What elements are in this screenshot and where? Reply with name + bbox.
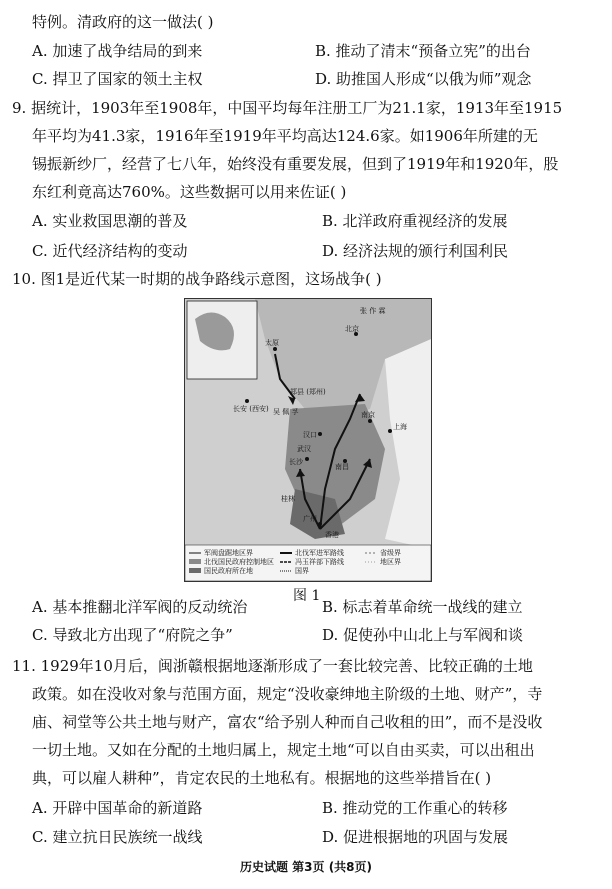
q11-stem-line-3: 庙、祠堂等公共土地与财产，富农“给予别人种而自己收租的田”，而不是没收: [32, 713, 543, 731]
q10-stem: 10. 图1是近代某一时期的战争路线示意图，这场战争( ): [12, 270, 382, 288]
q8-stem-tail: 特例。清政府的这一做法( ): [32, 13, 214, 31]
q9-stem-line-1: 9. 据统计，1903年至1908年，中国平均每年注册工厂为21.1家，1913年至1915: [12, 99, 563, 117]
q11-option-a[interactable]: A. 开辟中国革命的新道路: [32, 799, 203, 817]
legend-item: 国界: [295, 567, 309, 575]
q11-stem-line-1: 11. 1929年10月后，闽浙赣根据地逐渐形成了一套比较完善、比较正确的土地: [12, 657, 533, 675]
map-label-wu: 吴 佩 孚: [273, 408, 299, 416]
q10-option-b[interactable]: B. 标志着革命统一战线的建立: [322, 598, 523, 616]
q8-option-d[interactable]: D. 助推国人形成“以俄为师”观念: [315, 70, 532, 88]
map-label-wuhan: 武汉: [297, 445, 311, 453]
q11-option-d[interactable]: D. 促进根据地的巩固与发展: [322, 828, 509, 846]
q11-option-b[interactable]: B. 推动党的工作重心的转移: [322, 799, 508, 817]
map-label-xian: 长安 (西安): [233, 405, 269, 413]
map-label-changsha: 长沙: [289, 458, 303, 466]
legend-item: 冯玉祥部下路线: [295, 558, 344, 566]
map-label-shanghai: 上海: [393, 423, 407, 431]
legend-item: 地区界: [380, 558, 401, 566]
map-label-guilin: 桂林: [281, 495, 295, 503]
map-label-guangzhou: 广州: [303, 515, 317, 523]
q10-option-d[interactable]: D. 促使孙中山北上与军阀和谈: [322, 626, 524, 644]
q11-stem-line-2: 政策。如在没收对象与范围方面，规定“没收豪绅地主阶级的土地、财产”，寺: [32, 685, 543, 703]
page-footer: 历史试题 第3页 (共8页): [239, 860, 373, 874]
map-label-zhengzhou: 郑县 (郑州): [290, 388, 326, 396]
q9-stem-line-3: 锡振新纱厂，经营了七八年，始终没有重要发展，但到了1919年和1920年，股: [32, 155, 559, 173]
map-label-taiyuan: 太原: [265, 339, 279, 347]
q11-stem-line-4: 一切土地。又如在分配的土地归属上，规定土地“可以自由买卖，可以出租出: [32, 741, 535, 759]
q9-stem-line-2: 年平均为41.3家，1916年至1919年平均高达124.6家。如1906年所建的无: [32, 127, 538, 145]
map-label-beijing: 北京: [345, 325, 359, 333]
q11-stem-line-5: 典，可以雇人耕种”，肯定农民的土地私有。根据地的这些举措旨在( ): [32, 769, 492, 787]
q9-option-b[interactable]: B. 北洋政府重视经济的发展: [322, 212, 508, 230]
q10-option-c[interactable]: C. 导致北方出现了“府院之争”: [32, 626, 233, 644]
q8-option-b[interactable]: B. 推动了清末“预备立宪”的出台: [315, 42, 531, 60]
legend-item: 国民政府所在地: [204, 567, 253, 575]
map-label-nanchang: 南昌: [335, 463, 349, 471]
q9-option-a[interactable]: A. 实业救国思潮的普及: [32, 212, 188, 230]
war-route-map: [184, 298, 432, 582]
map-label-hongkong: 香港: [325, 531, 339, 539]
q9-option-c[interactable]: C. 近代经济结构的变动: [32, 242, 188, 260]
q10-option-a[interactable]: A. 基本推翻北洋军阀的反动统治: [32, 598, 248, 616]
map-label-hankou: 汉口: [303, 431, 317, 439]
legend-item: 省级界: [380, 549, 401, 557]
map-label-nanjing: 南京: [361, 411, 375, 419]
q9-stem-line-4: 东红利竟高达760%。这些数据可以用来佐证( ): [32, 183, 347, 201]
legend-item: 军阀盘踞地区界: [204, 549, 253, 557]
war-route-map-svg: [185, 299, 431, 581]
q9-option-d[interactable]: D. 经济法规的颁行利国利民: [322, 242, 509, 260]
map-label-zhang: 张 作 霖: [360, 307, 386, 315]
q8-option-c[interactable]: C. 捍卫了国家的领土主权: [32, 70, 203, 88]
legend-item: 北伐国民政府控制地区: [204, 558, 274, 566]
q11-option-c[interactable]: C. 建立抗日民族统一战线: [32, 828, 203, 846]
figure-caption: 图 1: [293, 588, 321, 604]
q8-option-a[interactable]: A. 加速了战争结局的到来: [32, 42, 203, 60]
legend-item: 北伐军进军路线: [295, 549, 344, 557]
